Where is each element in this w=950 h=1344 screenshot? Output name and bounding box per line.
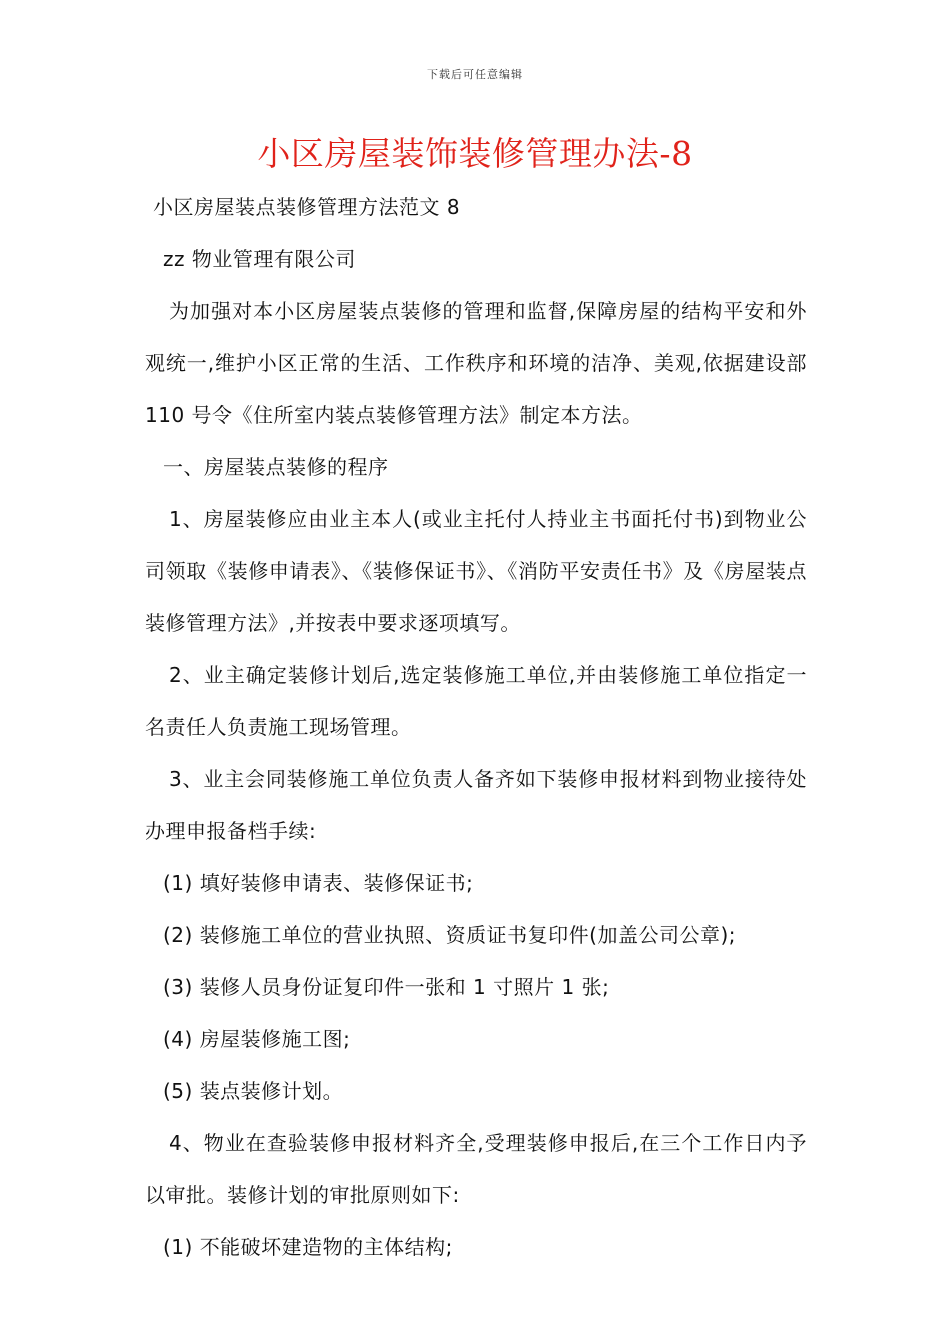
list-item: (2) 装修施工单位的营业执照、资质证书复印件(加盖公司公章); bbox=[163, 923, 737, 947]
list-item: (3) 装修人员身份证复印件一张和 1 寸照片 1 张; bbox=[163, 975, 610, 999]
section-heading: 一、房屋装点装修的程序 bbox=[163, 455, 389, 479]
list-item: (1) 不能破坏建造物的主体结构; bbox=[163, 1235, 453, 1259]
page-header-note: 下载后可任意编辑 bbox=[427, 68, 523, 81]
paragraph-step-3: 3、业主会同装修施工单位负责人备齐如下装修申报材料到物业接待处办理申报备档手续: bbox=[145, 767, 807, 843]
paragraph-subtitle: 小区房屋装点装修管理方法范文 8 bbox=[153, 195, 461, 219]
list-item: (4) 房屋装修施工图; bbox=[163, 1027, 351, 1051]
list-item: (5) 装点装修计划。 bbox=[163, 1079, 344, 1103]
document-body bbox=[145, 181, 807, 1273]
document-title: 小区房屋装饰装修管理办法-8 bbox=[257, 134, 693, 173]
paragraph-intro: 为加强对本小区房屋装点装修的管理和监督,保障房屋的结构平安和外观统一,维护小区正常的生活、工作秩序和环境的洁净、美观,依据建设部 110 号令《住所室内装点装修管理方法》制定本方法。 bbox=[145, 299, 807, 427]
paragraph-company: zz 物业管理有限公司 bbox=[163, 247, 356, 271]
paragraph-step-1: 1、房屋装修应由业主本人(或业主托付人持业主书面托付书)到物业公司领取《装修申请表》、《装修保证书》、《消防平安责任书》及《房屋装点装修管理方法》,并按表中要求逐项填写。 bbox=[145, 507, 807, 635]
paragraph-step-2: 2、业主确定装修计划后,选定装修施工单位,并由装修施工单位指定一名责任人负责施工现场管理。 bbox=[145, 663, 807, 739]
paragraph-step-4: 4、物业在查验装修申报材料齐全,受理装修申报后,在三个工作日内予以审批。装修计划的审批原则如下: bbox=[145, 1131, 807, 1207]
list-item: (1) 填好装修申请表、装修保证书; bbox=[163, 871, 474, 895]
